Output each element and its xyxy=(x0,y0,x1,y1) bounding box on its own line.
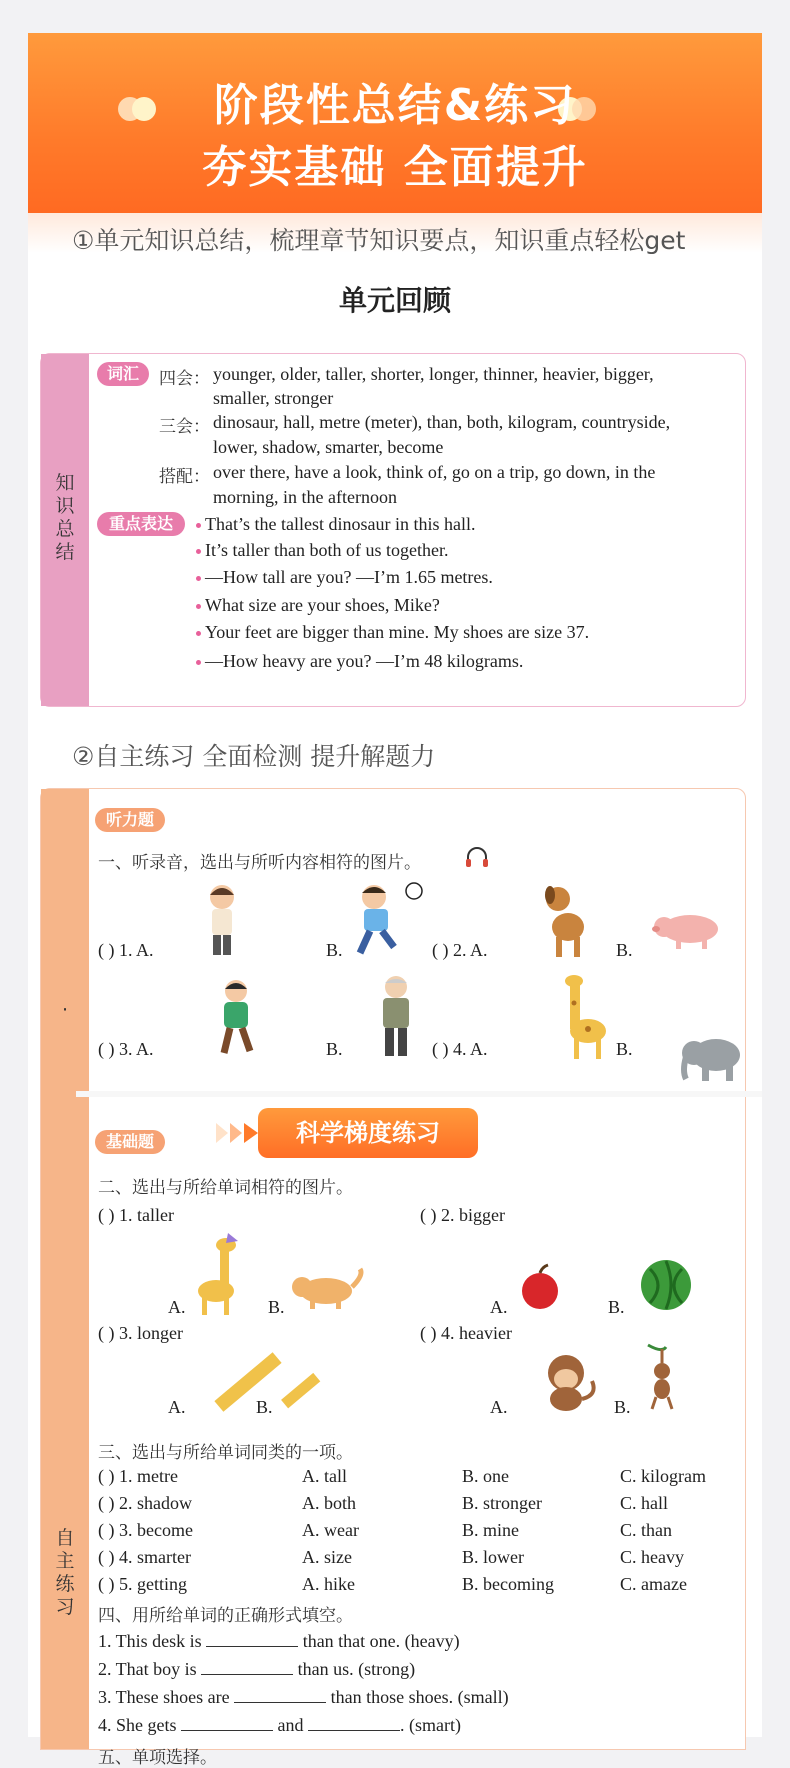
q1-title: 一、听录音，选出与所听内容相符的图片。 xyxy=(98,853,421,873)
vocab-label: 三会： xyxy=(159,417,210,437)
q5-title: 五、单项选择。 xyxy=(98,1748,217,1768)
answer-blank[interactable] xyxy=(234,1688,326,1703)
q3-option: C. than xyxy=(620,1520,672,1540)
q1-option-b: B. xyxy=(616,940,633,960)
key-sentence: That’s the tallest dinosaur in this hall. xyxy=(205,514,476,534)
monkey-picture xyxy=(536,1351,600,1413)
q4-text: than that one. (heavy) xyxy=(302,1631,460,1651)
tall-boy-picture xyxy=(202,883,242,961)
short-ruler-picture xyxy=(280,1369,322,1413)
vocab-badge: 词汇 xyxy=(97,362,149,386)
poster-card xyxy=(28,33,762,1768)
q3-option: C. heavy xyxy=(620,1547,684,1567)
q2-item: ( ) 1. taller xyxy=(98,1205,174,1225)
short-boy-picture xyxy=(212,977,262,1059)
q4-item xyxy=(98,1631,460,1652)
vocab-line: smaller, stronger xyxy=(213,388,334,408)
q4-text: than those shoes. (small) xyxy=(330,1687,509,1707)
q2-item: ( ) 4. heavier xyxy=(420,1323,512,1343)
q1-option-b: B. xyxy=(326,1039,343,1059)
q4-text: . (smart) xyxy=(400,1715,461,1735)
small-monkey-picture xyxy=(642,1345,682,1411)
q4-text: 2. That boy is xyxy=(98,1659,197,1679)
q1-item: ( ) 1. A. xyxy=(98,940,154,960)
answer-blank[interactable] xyxy=(201,1660,293,1675)
side-char: 识 xyxy=(55,495,75,517)
q2-option-b: B. xyxy=(608,1297,625,1317)
section1-heading: ①单元知识总结，梳理章节知识要点，知识重点轻松get xyxy=(72,226,686,255)
q2-option-a: A. xyxy=(490,1397,508,1417)
q3-option: A. hike xyxy=(302,1574,355,1594)
vocab-label: 搭配： xyxy=(159,467,210,487)
q4-item xyxy=(98,1687,509,1708)
bullet-icon xyxy=(196,576,201,581)
vocab-line: younger, older, taller, shorter, longer, thinner, heavier, bigger, xyxy=(213,364,654,384)
side-char: 知 xyxy=(55,472,75,494)
hero-title: 阶段性总结&练习 xyxy=(213,80,577,131)
q3-option: B. mine xyxy=(462,1520,519,1540)
hero-subtitle: 夯实基础 全面提升 xyxy=(202,142,588,193)
q3-option: C. hall xyxy=(620,1493,668,1513)
key-sentence: —How heavy are you? —I’m 48 kilograms. xyxy=(205,651,524,671)
q2-item: ( ) 3. longer xyxy=(98,1323,183,1343)
answer-blank[interactable] xyxy=(308,1716,400,1731)
review-side-label xyxy=(41,472,89,564)
watermelon-picture xyxy=(636,1255,696,1311)
practice-sidebar xyxy=(41,789,89,1749)
unit-review-box xyxy=(40,353,746,707)
q1-item: ( ) 2. A. xyxy=(432,940,488,960)
q3-option: A. both xyxy=(302,1493,356,1513)
old-man-picture xyxy=(374,973,418,1061)
q2-option-a: A. xyxy=(168,1297,186,1317)
cat-picture xyxy=(290,1265,366,1313)
side-char: 总 xyxy=(55,518,75,540)
vocab-line: over there, have a look, think of, go on a trip, go down, in the xyxy=(213,462,656,482)
q2-item: ( ) 2. bigger xyxy=(420,1205,505,1225)
key-phrases-badge: 重点表达 xyxy=(97,512,185,536)
q2-option-b: B. xyxy=(268,1297,285,1317)
q1-option-b: B. xyxy=(326,940,343,960)
answer-blank[interactable] xyxy=(206,1632,298,1647)
side-char: 自 xyxy=(55,1527,75,1549)
key-sentence: —How tall are you? —I’m 1.65 metres. xyxy=(205,567,493,587)
q4-item xyxy=(98,1715,461,1736)
q3-option: C. kilogram xyxy=(620,1466,706,1486)
q2-option-b: B. xyxy=(614,1397,631,1417)
practice-side-label xyxy=(41,1527,89,1619)
q3-stem: ( ) 1. metre xyxy=(98,1466,178,1486)
giraffe-picture xyxy=(560,973,610,1061)
vocab-label: 四会： xyxy=(159,369,210,389)
key-sentence: Your feet are bigger than mine. My shoes are size 37. xyxy=(205,622,590,642)
review-title: 单元回顾 xyxy=(338,284,451,317)
answer-blank[interactable] xyxy=(181,1716,273,1731)
q3-option: C. amaze xyxy=(620,1574,687,1594)
q2-option-b: B. xyxy=(256,1397,273,1417)
q2-option-a: A. xyxy=(168,1397,186,1417)
q4-title: 四、用所给单词的正确形式填空。 xyxy=(98,1606,353,1626)
side-dot: · xyxy=(61,999,69,1021)
side-char: 习 xyxy=(55,1596,75,1618)
q4-item xyxy=(98,1659,415,1680)
bullet-icon xyxy=(196,523,201,528)
elephant-picture xyxy=(678,1031,748,1083)
q4-text: 4. She gets xyxy=(98,1715,177,1735)
basics-badge: 基础题 xyxy=(95,1130,165,1154)
q1-item: ( ) 3. A. xyxy=(98,1039,154,1059)
q3-option: B. stronger xyxy=(462,1493,542,1513)
q3-title: 三、选出与所给单词同类的一项。 xyxy=(98,1443,353,1463)
q3-option: A. size xyxy=(302,1547,352,1567)
vocab-line: morning, in the afternoon xyxy=(213,487,397,507)
q3-option: A. tall xyxy=(302,1466,347,1486)
section2-heading: ②自主练习 全面检测 提升解题力 xyxy=(72,742,436,771)
giraffe-hat-picture xyxy=(190,1231,248,1317)
q3-option: B. becoming xyxy=(462,1574,554,1594)
vocab-line: dinosaur, hall, metre (meter), than, both, kilogram, countryside, xyxy=(213,412,671,432)
soccer-boy-picture xyxy=(346,881,426,961)
bullet-icon xyxy=(196,660,201,665)
q3-stem: ( ) 3. become xyxy=(98,1520,193,1540)
pig-picture xyxy=(650,905,728,953)
side-char: 主 xyxy=(55,1550,75,1572)
bullet-icon xyxy=(196,631,201,636)
bullet-icon xyxy=(196,604,201,609)
q3-option: B. one xyxy=(462,1466,509,1486)
side-char: 结 xyxy=(55,541,75,563)
q3-option: B. lower xyxy=(462,1547,524,1567)
q1-option-b: B. xyxy=(616,1039,633,1059)
q4-text: and xyxy=(277,1715,304,1735)
review-sidebar xyxy=(41,354,89,706)
q3-stem: ( ) 5. getting xyxy=(98,1574,187,1594)
q4-text: 1. This desk is xyxy=(98,1631,202,1651)
q3-option: A. wear xyxy=(302,1520,359,1540)
key-sentence: It’s taller than both of us together. xyxy=(205,540,449,560)
q1-item: ( ) 4. A. xyxy=(432,1039,488,1059)
graded-practice-banner: 科学梯度练习 xyxy=(258,1108,478,1158)
q4-text: than us. (strong) xyxy=(297,1659,416,1679)
vocab-line: lower, shadow, smarter, become xyxy=(213,437,444,457)
q2-option-a: A. xyxy=(490,1297,508,1317)
headphones-icon xyxy=(464,845,490,869)
divider xyxy=(76,1091,762,1097)
side-char: 练 xyxy=(55,1573,75,1595)
q3-stem: ( ) 4. smarter xyxy=(98,1547,191,1567)
dog-picture xyxy=(538,881,594,961)
q2-title: 二、选出与所给单词相符的图片。 xyxy=(98,1178,353,1198)
q3-stem: ( ) 2. shadow xyxy=(98,1493,192,1513)
listening-badge: 听力题 xyxy=(95,808,165,832)
key-sentence: What size are your shoes, Mike? xyxy=(205,595,440,615)
apple-picture xyxy=(518,1263,564,1311)
hero-banner xyxy=(28,33,762,213)
q4-text: 3. These shoes are xyxy=(98,1687,230,1707)
bullet-icon xyxy=(196,549,201,554)
